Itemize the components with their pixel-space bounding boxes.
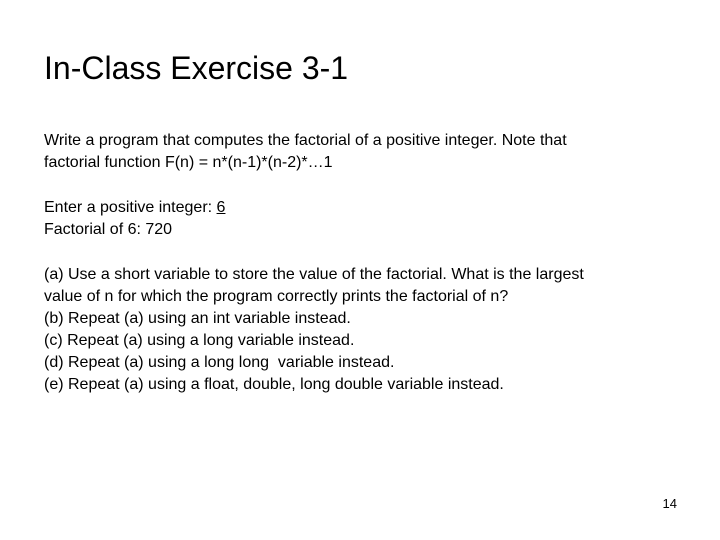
sample-run-prompt-line — [44, 197, 684, 219]
page-number: 14 — [662, 496, 677, 511]
question-d: (d) Repeat (a) using a long long variable instead. — [44, 354, 395, 371]
sample-run — [44, 197, 684, 241]
description-line-2: factorial function F(n) = n*(n-1)*(n-2)*…1 — [44, 154, 333, 171]
question-a-line-2: value of n for which the program correctly prints the factorial of n? — [44, 288, 509, 305]
question-a-line-1: (a) Use a short variable to store the value of the factorial. What is the largest — [44, 266, 584, 283]
sample-run-prompt: Enter a positive integer: — [44, 199, 217, 216]
question-b: (b) Repeat (a) using an int variable instead. — [44, 310, 351, 327]
question-c: (c) Repeat (a) using a long variable instead. — [44, 332, 355, 349]
questions-list — [44, 264, 684, 396]
description-paragraph — [44, 130, 684, 174]
sample-run-output: Factorial of 6: 720 — [44, 221, 173, 238]
question-e: (e) Repeat (a) using a float, double, long double variable instead. — [44, 376, 504, 393]
description-line-1: Write a program that computes the factorial of a positive integer. Note that — [44, 132, 567, 149]
sample-run-input-value: 6 — [216, 199, 226, 216]
slide-body — [44, 130, 684, 396]
slide-title: In-Class Exercise 3-1 — [44, 50, 349, 86]
